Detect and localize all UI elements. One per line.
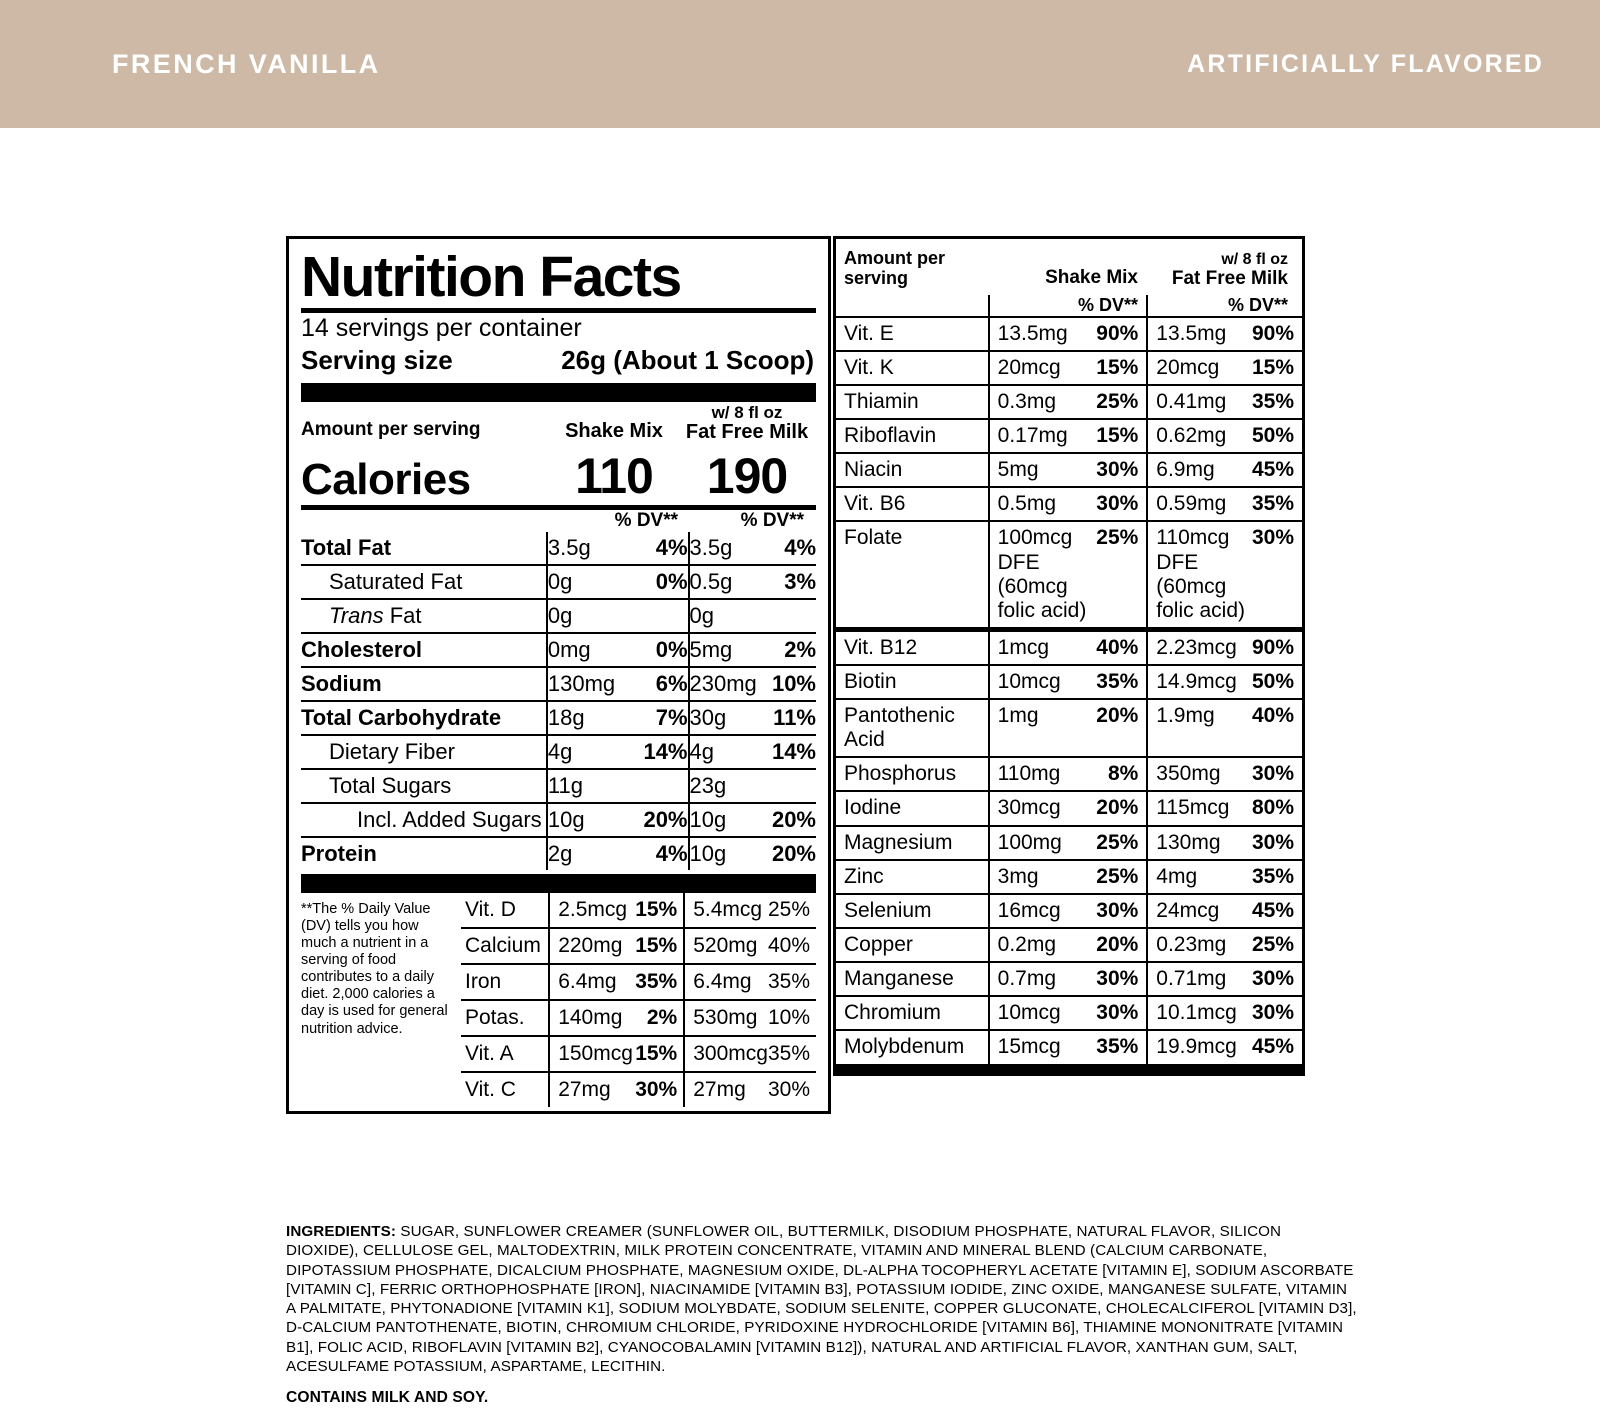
table-row xyxy=(836,860,1302,894)
serving-size-row xyxy=(301,343,816,379)
nutrient-value-shake: 3.5g xyxy=(547,532,636,565)
vitamin-dv-milk: 30% xyxy=(768,1072,816,1107)
micronutrient-dv-milk: 45% xyxy=(1248,453,1302,487)
micronutrient-dv-shake: 20% xyxy=(1093,928,1147,962)
table-row xyxy=(461,964,816,1000)
vitamin-name: Vit. D xyxy=(465,897,516,921)
micronutrient-dv-milk: 50% xyxy=(1248,665,1302,699)
micronutrient-name: Copper xyxy=(836,928,989,962)
vitamin-value-shake: 150mcg xyxy=(549,1036,634,1072)
divider-thick xyxy=(301,383,816,402)
micronutrient-dv-shake: 30% xyxy=(1093,996,1147,1030)
micronutrient-dv-shake: 90% xyxy=(1093,317,1147,351)
table-row xyxy=(836,826,1302,860)
nutrient-value-milk: 0g xyxy=(689,599,768,633)
nutrient-name: Sodium xyxy=(301,667,547,701)
vitamin-name: Iron xyxy=(461,964,549,1000)
nutrient-dv-milk: 3% xyxy=(767,565,816,599)
table-row xyxy=(301,565,816,599)
micronutrient-name: Riboflavin xyxy=(836,419,989,453)
table-row xyxy=(301,701,816,735)
vitamin-dv-milk: 35% xyxy=(768,964,816,1000)
micronutrient-value-shake: 30mcg xyxy=(989,791,1093,825)
nutrient-dv-milk xyxy=(767,769,816,803)
micronutrient-value-milk: 115mcg xyxy=(1147,791,1247,825)
micronutrient-value-milk: 2.23mcg xyxy=(1147,630,1247,666)
micro-dv-header-row xyxy=(836,295,1302,316)
dv-header-milk: % DV** xyxy=(740,509,804,531)
table-row xyxy=(461,1036,816,1072)
micronutrient-value-shake: 15mcg xyxy=(989,1030,1093,1063)
micronutrient-value-shake: 0.2mg xyxy=(989,928,1093,962)
micronutrient-value-milk: 6.9mg xyxy=(1147,453,1247,487)
flavor-note: ARTIFICIALLY FLAVORED xyxy=(1187,49,1544,78)
nutrient-value-milk: 10g xyxy=(689,803,768,837)
micro-col-milk-label: Fat Free Milk xyxy=(1171,267,1288,289)
nutrient-dv-milk: 11% xyxy=(767,701,816,735)
ingredients-label: INGREDIENTS: xyxy=(286,1223,397,1240)
vitamin-value-milk: 5.4mcg xyxy=(684,893,768,928)
table-row xyxy=(836,928,1302,962)
dv-header-shake: % DV** xyxy=(614,509,678,531)
table-row xyxy=(836,351,1302,385)
micronutrient-dv-shake: 40% xyxy=(1093,630,1147,666)
nutrient-dv-milk: 14% xyxy=(767,735,816,769)
nutrient-value-milk: 5mg xyxy=(689,633,768,667)
micro-amount-per-serving-label xyxy=(836,245,988,295)
nutrient-name: Incl. Added Sugars xyxy=(301,803,547,837)
micronutrient-dv-milk: 30% xyxy=(1248,757,1302,791)
table-row xyxy=(301,803,816,837)
nutrient-value-milk: 23g xyxy=(689,769,768,803)
micronutrient-dv-shake: 25% xyxy=(1093,826,1147,860)
nutrient-dv-shake: 0% xyxy=(636,633,689,667)
nutrient-name: Saturated Fat xyxy=(301,565,547,599)
micronutrient-value-shake: 10mcg xyxy=(989,665,1093,699)
column-milk-label: Fat Free Milk xyxy=(685,420,809,443)
micronutrient-value-shake: 100mg xyxy=(989,826,1093,860)
nutrient-value-shake: 0g xyxy=(547,599,636,633)
micro-dv-shake: % DV** xyxy=(988,295,1146,316)
micronutrient-value-milk: 0.71mg xyxy=(1147,962,1247,996)
vitamins-table xyxy=(461,893,816,1107)
nutrient-name: Total Sugars xyxy=(301,769,547,803)
micronutrient-value-shake: 0.17mg xyxy=(989,419,1093,453)
micro-serving: serving xyxy=(844,267,909,288)
nutrient-dv-milk: 10% xyxy=(767,667,816,701)
calories-label: Calories xyxy=(301,454,471,504)
vitamin-name: Potas. xyxy=(461,1000,549,1036)
micronutrient-name: Iodine xyxy=(836,791,989,825)
micronutrient-name: Zinc xyxy=(836,860,989,894)
vitamin-value-shake: 220mg xyxy=(549,928,634,964)
table-row xyxy=(836,699,1302,757)
nutrition-panel xyxy=(286,236,1306,1114)
table-row xyxy=(301,532,816,565)
micronutrient-dv-milk: 90% xyxy=(1248,317,1302,351)
micronutrient-dv-shake: 30% xyxy=(1093,962,1147,996)
micro-col-milk-volume: w/ 8 fl oz xyxy=(1221,250,1288,268)
nutrient-dv-shake: 20% xyxy=(636,803,689,837)
micronutrient-dv-shake: 35% xyxy=(1093,1030,1147,1063)
nutrient-dv-shake xyxy=(636,769,689,803)
table-row xyxy=(836,665,1302,699)
micronutrient-name: Vit. E xyxy=(836,317,989,351)
calories-milk: 190 xyxy=(706,447,788,504)
micronutrient-dv-milk: 80% xyxy=(1248,791,1302,825)
micronutrient-value-milk: 14.9mcg xyxy=(1147,665,1247,699)
vitamin-dv-shake: 2% xyxy=(634,1000,684,1036)
vitamin-name: Vit. C xyxy=(461,1072,549,1107)
table-row xyxy=(301,837,816,870)
micronutrient-dv-milk: 50% xyxy=(1248,419,1302,453)
micronutrient-dv-shake: 15% xyxy=(1093,419,1147,453)
micronutrient-value-shake: 0.7mg xyxy=(989,962,1093,996)
vitamin-dv-milk: 40% xyxy=(768,928,816,964)
micronutrient-name: Manganese xyxy=(836,962,989,996)
micronutrient-name: Vit. B6 xyxy=(836,487,989,521)
nutrient-value-milk: 4g xyxy=(689,735,768,769)
nutrient-dv-shake xyxy=(636,599,689,633)
serving-size-value: 26g (About 1 Scoop) xyxy=(561,344,814,375)
nutrient-dv-shake: 14% xyxy=(636,735,689,769)
table-row xyxy=(461,928,816,964)
vitamin-value-milk: 530mg xyxy=(684,1000,768,1036)
table-row xyxy=(836,453,1302,487)
micronutrient-value-milk: 0.59mg xyxy=(1147,487,1247,521)
table-row xyxy=(836,791,1302,825)
nutrient-value-shake: 10g xyxy=(547,803,636,837)
micronutrient-dv-milk: 35% xyxy=(1248,487,1302,521)
vitamin-dv-milk: 10% xyxy=(768,1000,816,1036)
micronutrient-value-milk: 10.1mcg xyxy=(1147,996,1247,1030)
nutrient-dv-shake: 6% xyxy=(636,667,689,701)
nutrient-name: Dietary Fiber xyxy=(301,735,547,769)
micronutrient-dv-milk: 30% xyxy=(1248,521,1302,629)
micronutrient-value-shake: 10mcg xyxy=(989,996,1093,1030)
divider-thick-2 xyxy=(301,874,816,893)
nutrient-value-milk: 0.5g xyxy=(689,565,768,599)
micronutrient-name: Chromium xyxy=(836,996,989,1030)
micronutrient-name: Selenium xyxy=(836,894,989,928)
vitamin-value-shake: 27mg xyxy=(549,1072,634,1107)
micronutrient-box xyxy=(833,236,1305,1076)
micronutrient-dv-milk: 40% xyxy=(1248,699,1302,757)
nutrient-value-shake: 4g xyxy=(547,735,636,769)
table-row xyxy=(836,1030,1302,1063)
nutrient-dv-shake: 0% xyxy=(636,565,689,599)
micronutrient-value-shake: 1mcg xyxy=(989,630,1093,666)
micronutrient-value-shake: 16mcg xyxy=(989,894,1093,928)
micronutrient-dv-shake: 15% xyxy=(1093,351,1147,385)
calories-shake-mix: 110 xyxy=(575,447,653,504)
nutrient-name: Cholesterol xyxy=(301,633,547,667)
micronutrient-dv-milk: 90% xyxy=(1248,630,1302,666)
micro-col-milk xyxy=(1146,252,1296,295)
micronutrient-dv-shake: 20% xyxy=(1093,791,1147,825)
column-shake-mix: Shake Mix xyxy=(565,419,663,442)
micronutrient-dv-shake: 25% xyxy=(1093,860,1147,894)
micronutrient-value-milk: 110mcg DFE (60mcg folic acid) xyxy=(1147,521,1247,629)
table-row xyxy=(836,996,1302,1030)
micronutrient-dv-shake: 8% xyxy=(1093,757,1147,791)
micronutrient-dv-milk: 35% xyxy=(1248,385,1302,419)
micronutrient-dv-shake: 30% xyxy=(1093,487,1147,521)
nutrient-dv-milk: 20% xyxy=(767,837,816,870)
table-row xyxy=(301,633,816,667)
nutrient-value-shake: 11g xyxy=(547,769,636,803)
daily-value-header-row xyxy=(301,510,816,532)
table-row xyxy=(301,735,816,769)
nutrient-value-shake: 0mg xyxy=(547,633,636,667)
nutrient-dv-milk: 20% xyxy=(767,803,816,837)
nutrient-value-milk: 30g xyxy=(689,701,768,735)
micronutrient-value-milk: 1.9mg xyxy=(1147,699,1247,757)
vitamins-block xyxy=(301,893,816,1107)
micronutrient-dv-milk: 30% xyxy=(1248,996,1302,1030)
nutrient-dv-shake: 4% xyxy=(655,534,688,560)
micronutrient-dv-shake: 25% xyxy=(1093,385,1147,419)
micronutrient-name: Molybdenum xyxy=(836,1030,989,1063)
micronutrient-dv-milk: 30% xyxy=(1248,962,1302,996)
micronutrient-value-shake: 20mcg xyxy=(989,351,1093,385)
micronutrient-dv-milk: 45% xyxy=(1248,1030,1302,1063)
table-row xyxy=(836,757,1302,791)
table-row xyxy=(836,521,1302,629)
vitamin-name: Calcium xyxy=(461,928,549,964)
nutrient-dv-shake: 4% xyxy=(636,837,689,870)
nutrients-table xyxy=(301,532,816,870)
table-row xyxy=(836,962,1302,996)
table-row xyxy=(836,419,1302,453)
micronutrient-name: Vit. K xyxy=(836,351,989,385)
nutrient-name: Protein xyxy=(301,837,547,870)
ingredients-text: SUGAR, SUNFLOWER CREAMER (SUNFLOWER OIL, BUTTERMILK, DISODIUM PHOSPHATE, NATURAL FLAVOR, SILICON DIOXIDE), CELLULOSE GEL, MALTODEXTRIN, MILK PROTEIN CONCENTRATE, VITAMIN AND MINERAL BLEND (CALCIUM CARBONATE, DIPOTASSIUM PHOSPHATE, DICALCIUM PHOSPHATE, MAGNESIUM OXIDE, DL-ALPHA TOCOPHERYL ACETATE [VITAMIN E], SODIUM ASCORBATE [VITAMIN C], FERRIC ORTHOPHOSPHATE [IRON], NIACINAMIDE [VITAMIN B3], POTASSIUM IODIDE, ZINC OXIDE, MANGANESE SULFATE, VITAMIN A PALMITATE, PHYTONADIONE [VITAMIN K1], SODIUM MOLYBDATE, SODIUM SELENITE, COPPER GLUCONATE, CHOLECALCIFEROL [VITAMIN D3], D-CALCIUM PANTOTHENATE, BIOTIN, CHROMIUM CHLORIDE, PYRIDOXINE HYDROCHLORIDE [VITAMIN B6], THIAMINE MONONITRATE [VITAMIN B1], FOLIC ACID, RIBOFLAVIN [VITAMIN B2], CYANOCOBALAMIN [VITAMIN B12]), NATURAL AND ARTIFICIAL FLAVOR, XANTHAN GUM, SALT, ACESULFAME POTASSIUM, ASPARTAME, LECITHIN. xyxy=(286,1223,1357,1376)
calories-row xyxy=(301,447,816,505)
nutrient-name: Total Carbohydrate xyxy=(301,701,547,735)
micronutrient-dv-milk: 25% xyxy=(1248,928,1302,962)
product-banner xyxy=(0,0,1600,128)
vitamin-value-shake: 140mg xyxy=(549,1000,634,1036)
nutrient-dv-milk: 2% xyxy=(767,633,816,667)
nutrient-name: Total Fat xyxy=(301,534,392,560)
page-title: Nutrition Facts xyxy=(301,245,681,309)
serving-size-label: Serving size xyxy=(301,344,453,375)
micronutrient-value-shake: 1mg xyxy=(989,699,1093,757)
flavor-title: FRENCH VANILLA xyxy=(112,48,381,79)
vitamin-dv-shake: 15% xyxy=(634,1036,684,1072)
vitamin-value-milk: 27mg xyxy=(684,1072,768,1107)
nutrient-value-shake: 0g xyxy=(547,565,636,599)
nutrient-dv-shake: 7% xyxy=(636,701,689,735)
micronutrient-value-milk: 0.23mg xyxy=(1147,928,1247,962)
micronutrient-dv-shake: 25% xyxy=(1093,521,1147,629)
micronutrient-dv-shake: 20% xyxy=(1093,699,1147,757)
vitamin-dv-shake: 30% xyxy=(634,1072,684,1107)
micronutrient-value-milk: 13.5mg xyxy=(1147,317,1247,351)
micronutrient-value-shake: 3mg xyxy=(989,860,1093,894)
micronutrient-name: Thiamin xyxy=(836,385,989,419)
table-row xyxy=(461,893,816,928)
nutrient-value-shake: 130mg xyxy=(547,667,636,701)
vitamin-value-shake: 6.4mg xyxy=(549,964,634,1000)
column-headers xyxy=(301,402,816,447)
micronutrient-value-milk: 0.41mg xyxy=(1147,385,1247,419)
vitamin-value-milk: 300mcg xyxy=(684,1036,768,1072)
micro-bottom-bar xyxy=(836,1064,1302,1073)
micronutrient-name: Biotin xyxy=(836,665,989,699)
micronutrient-value-milk: 0.62mg xyxy=(1147,419,1247,453)
micronutrient-value-shake: 5mg xyxy=(989,453,1093,487)
nutrient-dv-milk: 4% xyxy=(784,534,816,560)
table-row xyxy=(836,487,1302,521)
micro-col-shake-mix: Shake Mix xyxy=(1045,266,1138,288)
table-row xyxy=(461,1000,816,1036)
micronutrient-value-milk: 350mg xyxy=(1147,757,1247,791)
micronutrient-dv-milk: 15% xyxy=(1248,351,1302,385)
table-row xyxy=(836,385,1302,419)
micronutrient-dv-milk: 35% xyxy=(1248,860,1302,894)
micro-amount-per: Amount per xyxy=(844,248,945,268)
daily-value-footnote: **The % Daily Value (DV) tells you how much a nutrient in a serving of food contributes to a daily diet. 2,000 calories a day is used for general nutrition advice. xyxy=(301,900,448,1037)
table-row xyxy=(301,667,816,701)
nutrient-value-milk: 230mg xyxy=(689,667,768,701)
micronutrient-value-milk: 20mcg xyxy=(1147,351,1247,385)
vitamin-value-milk: 520mg xyxy=(684,928,768,964)
micronutrient-value-shake: 13.5mg xyxy=(989,317,1093,351)
micronutrient-dv-milk: 45% xyxy=(1248,894,1302,928)
ingredients-text-row xyxy=(286,1222,1358,1376)
micro-column-headers xyxy=(836,239,1302,295)
amount-per-serving-label: Amount per serving xyxy=(301,418,481,440)
micronutrient-value-shake: 100mcg DFE (60mcg folic acid) xyxy=(989,521,1093,629)
contains-statement: CONTAINS MILK AND SOY. xyxy=(286,1389,489,1407)
micro-dv-milk: % DV** xyxy=(1146,295,1296,316)
servings-per-container: 14 servings per container xyxy=(301,314,582,342)
table-row xyxy=(836,630,1302,666)
micronutrient-value-milk: 24mcg xyxy=(1147,894,1247,928)
micronutrient-dv-shake: 30% xyxy=(1093,894,1147,928)
micronutrient-name: Pantothenic Acid xyxy=(836,699,989,757)
micronutrient-value-shake: 0.3mg xyxy=(989,385,1093,419)
ingredients-block xyxy=(286,1222,1358,1408)
nutrient-name: Trans Fat xyxy=(301,599,547,633)
vitamin-dv-shake: 35% xyxy=(634,964,684,1000)
micronutrient-dv-shake: 35% xyxy=(1093,665,1147,699)
micronutrient-value-shake: 0.5mg xyxy=(989,487,1093,521)
micronutrient-name: Magnesium xyxy=(836,826,989,860)
table-row xyxy=(301,599,816,633)
table-row xyxy=(836,894,1302,928)
micronutrient-name: Folate xyxy=(836,521,989,629)
vitamin-dv-milk: 35% xyxy=(768,1036,816,1072)
nutrient-value-shake: 18g xyxy=(547,701,636,735)
micronutrient-name: Phosphorus xyxy=(836,757,989,791)
vitamin-value-milk: 6.4mg xyxy=(684,964,768,1000)
nutrient-value-milk: 10g xyxy=(689,837,768,870)
micronutrient-name: Niacin xyxy=(836,453,989,487)
nutrition-facts-box xyxy=(286,236,831,1114)
micronutrient-value-shake: 110mg xyxy=(989,757,1093,791)
nutrient-value-milk: 3.5g xyxy=(689,532,768,565)
column-fat-free-milk xyxy=(684,404,810,447)
table-row xyxy=(836,317,1302,351)
micronutrient-dv-shake: 30% xyxy=(1093,453,1147,487)
vitamin-dv-milk: 25% xyxy=(767,897,810,921)
nutrient-dv-milk xyxy=(767,599,816,633)
vitamin-dv-shake: 15% xyxy=(634,928,684,964)
nutrient-value-shake: 2g xyxy=(547,837,636,870)
column-milk-volume: w/ 8 fl oz xyxy=(711,402,783,422)
micronutrient-name: Vit. B12 xyxy=(836,630,989,666)
vitamin-name: Vit. A xyxy=(461,1036,549,1072)
micronutrient-value-milk: 130mg xyxy=(1147,826,1247,860)
micronutrient-value-milk: 4mg xyxy=(1147,860,1247,894)
vitamin-value-shake: 2.5mcg xyxy=(549,893,634,928)
table-row xyxy=(461,1072,816,1107)
micronutrient-dv-milk: 30% xyxy=(1248,826,1302,860)
vitamin-dv-shake: 15% xyxy=(635,897,678,921)
micronutrient-value-milk: 19.9mcg xyxy=(1147,1030,1247,1063)
table-row xyxy=(301,769,816,803)
micronutrients-table xyxy=(836,316,1302,1064)
